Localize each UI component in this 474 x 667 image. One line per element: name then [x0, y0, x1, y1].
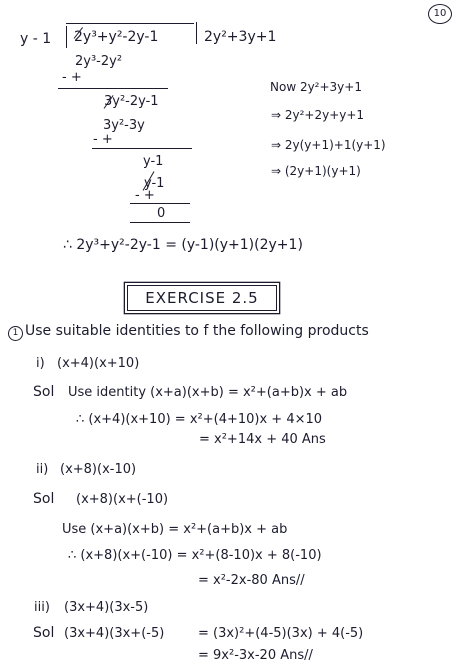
- part-iii-step1: = (3x)²+(4-5)(3x) + 4(-5): [198, 626, 364, 641]
- part-ii-rewrite: (x+8)(x+(-10): [76, 492, 169, 507]
- factor-line-2: ⇒ 2y²+2y+y+1: [271, 108, 365, 122]
- part-i-label: i): [36, 356, 45, 371]
- division-bracket-left: [66, 26, 67, 48]
- part-iii-sol-label: Sol: [33, 625, 55, 641]
- part-i-step1: ∴ (x+4)(x+10) = x²+(4+10)x + 4×10: [76, 412, 323, 427]
- step2-subtrahend: 3y²-3y: [103, 118, 145, 133]
- part-ii-identity: Use (x+a)(x+b) = x²+(a+b)x + ab: [62, 522, 288, 537]
- part-iii-expression: (3x+4)(3x-5): [64, 600, 149, 615]
- factor-line-3: ⇒ 2y(y+1)+1(y+1): [271, 138, 386, 152]
- part-i-sol-label: Sol: [33, 384, 55, 400]
- part-iii-rewrite: (3x+4)(3x+(-5): [64, 626, 165, 641]
- final-remainder: 0: [157, 206, 166, 221]
- factor-line-4: ⇒ (2y+1)(y+1): [271, 164, 361, 178]
- part-iii-step2: = 9x²-3x-20 Ans//: [198, 648, 313, 663]
- exercise-title: EXERCISE 2.5: [127, 285, 277, 311]
- step2-rule: [92, 148, 192, 149]
- division-bracket-top: [66, 23, 194, 24]
- step1-signs: - +: [62, 70, 82, 85]
- step3-subtrahend: y-1: [144, 176, 165, 191]
- step3-rule: [130, 203, 190, 204]
- part-ii-step1: ∴ (x+8)(x+(-10) = x²+(8-10)x + 8(-10): [68, 548, 322, 563]
- page-number: 10: [428, 4, 452, 24]
- part-ii-step2: = x²-2x-80 Ans//: [198, 573, 305, 588]
- conclusion: ∴ 2y³+y²-2y-1 = (y-1)(y+1)(2y+1): [63, 237, 303, 253]
- step1-rule: [58, 88, 168, 89]
- part-ii-label: ii): [36, 462, 49, 477]
- part-i-expression: (x+4)(x+10): [57, 356, 140, 371]
- remainder1: 3y²-2y-1: [104, 94, 159, 109]
- part-i-identity: Use identity (x+a)(x+b) = x²+(a+b)x + ab: [68, 385, 348, 400]
- factor-line-1: Now 2y²+3y+1: [270, 80, 362, 94]
- part-iii-label: iii): [34, 600, 50, 615]
- question-text: Use suitable identities to f the following products: [25, 323, 369, 339]
- quotient: 2y²+3y+1: [204, 29, 277, 45]
- part-ii-sol-label: Sol: [33, 491, 55, 507]
- step1-subtrahend: 2y³-2y²: [75, 54, 123, 69]
- part-ii-expression: (x+8)(x-10): [60, 462, 137, 477]
- quotient-bracket: [196, 22, 197, 44]
- divisor: y - 1: [20, 31, 52, 47]
- step3-signs: - +: [135, 188, 155, 203]
- final-rule: [130, 222, 190, 223]
- step2-signs: - +: [93, 132, 113, 147]
- remainder2: y-1: [143, 154, 164, 169]
- dividend: 2y³+y²-2y-1: [74, 29, 159, 45]
- part-i-step2: = x²+14x + 40 Ans: [199, 432, 326, 447]
- question-number: 1: [8, 326, 23, 341]
